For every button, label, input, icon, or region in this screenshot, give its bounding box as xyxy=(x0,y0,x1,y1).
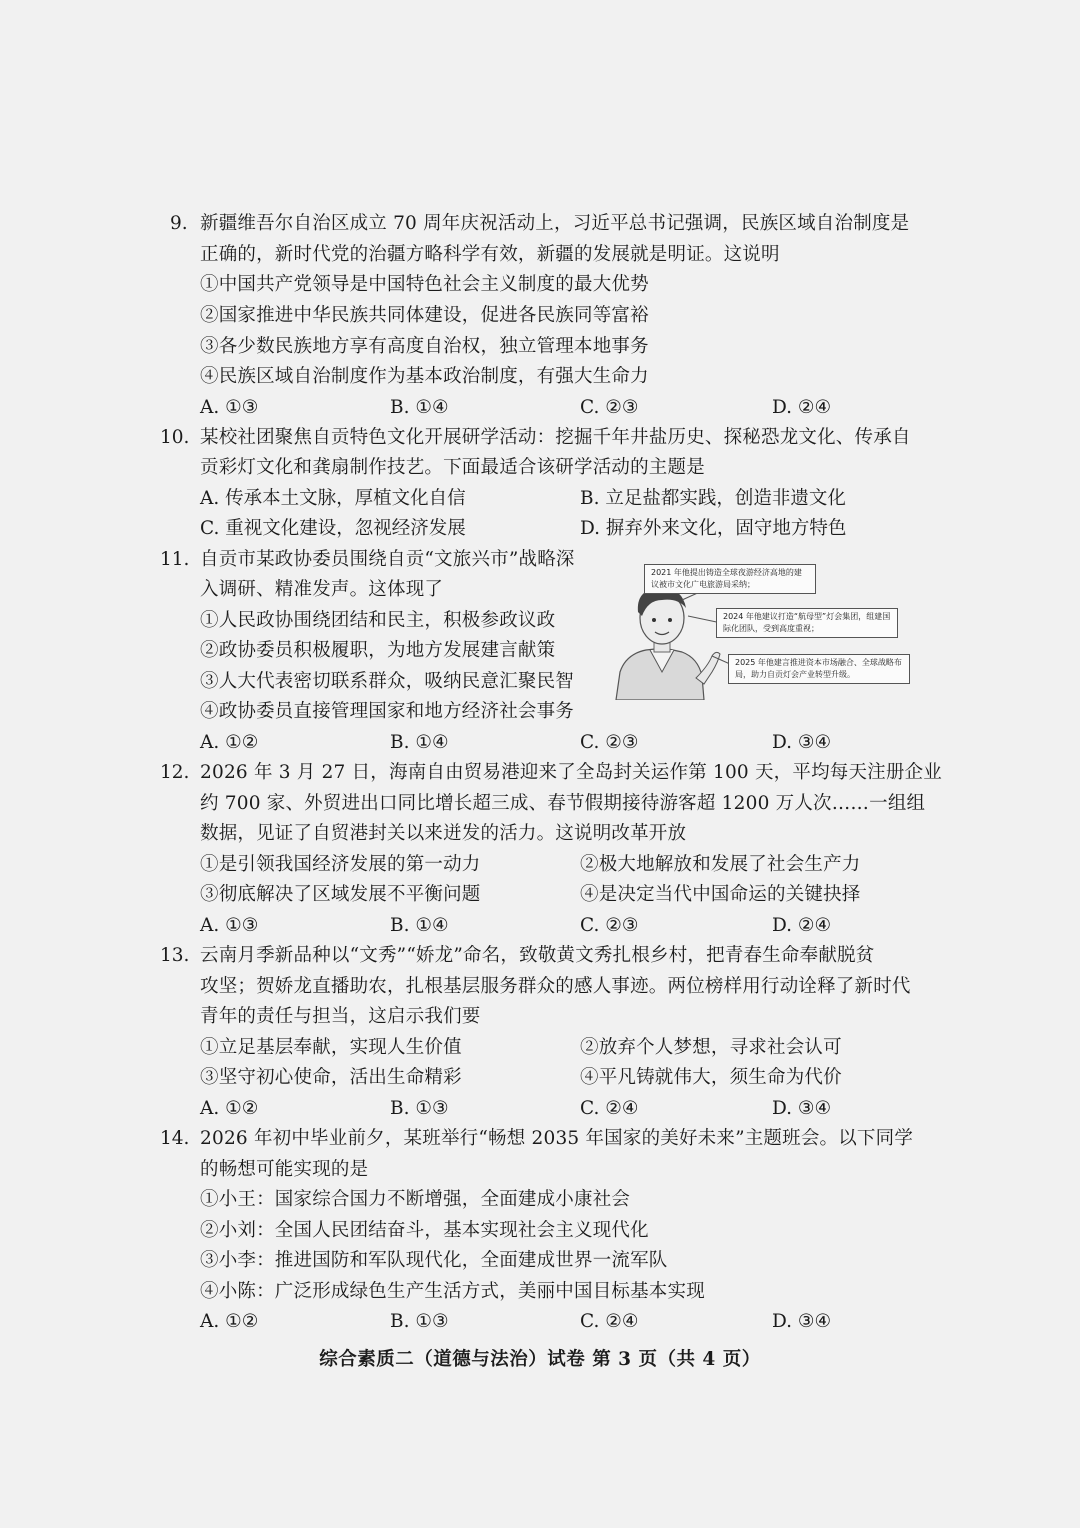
question-stem-line: 2026 年 3 月 27 日，海南自由贸易港迎来了全岛封关运作第 100 天，平均每天注册企业 xyxy=(200,762,942,783)
statement-item: ①是引领我国经济发展的第一动力 xyxy=(200,854,481,875)
question-number: 13. xyxy=(160,945,190,966)
answer-option-d: D. 摒弃外来文化，固守地方特色 xyxy=(580,518,847,539)
statement-item: ③彻底解决了区域发展不平衡问题 xyxy=(200,884,481,905)
statement-item: ④是决定当代中国命运的关键抉择 xyxy=(580,884,861,905)
question-stem-line: 某校社团聚焦自贡特色文化开展研学活动：挖掘千年井盐历史、探秘恐龙文化、传承自 xyxy=(200,427,911,448)
answer-option-c: C. ②③ xyxy=(580,732,639,753)
answer-option-a: A. ①② xyxy=(200,1311,259,1332)
question-stem-line: 2026 年初中毕业前夕，某班举行“畅想 2035 年国家的美好未来”主题班会。以下同学 xyxy=(200,1128,914,1149)
answer-option-d: D. ②④ xyxy=(772,397,832,418)
answer-option-d: D. ③④ xyxy=(772,732,832,753)
statement-item: ③小李：推进国防和军队现代化，全面建成世界一流军队 xyxy=(200,1250,668,1271)
question-stem-line: 自贡市某政协委员围绕自贡“文旅兴市”战略深 xyxy=(200,549,575,570)
question-stem-line: 正确的，新时代党的治疆方略科学有效，新疆的发展就是明证。这说明 xyxy=(200,244,780,265)
answer-option-b: B. 立足盐都实践，创造非遗文化 xyxy=(580,488,846,509)
question-stem-line: 入调研、精准发声。这体现了 xyxy=(200,579,444,600)
statement-item: ②极大地解放和发展了社会生产力 xyxy=(580,854,861,875)
statement-item: ②小刘：全国人民团结奋斗，基本实现社会主义现代化 xyxy=(200,1220,649,1241)
statement-item: ④政协委员直接管理国家和地方经济社会事务 xyxy=(200,701,575,722)
speech-bubble: 2024 年他建议打造“航母型”灯会集团，组建国际化团队，受到高度重视； xyxy=(716,608,898,638)
answer-option-a: A. ①② xyxy=(200,1098,259,1119)
answer-option-b: B. ①④ xyxy=(390,397,449,418)
statement-item: ①小王：国家综合国力不断增强，全面建成小康社会 xyxy=(200,1189,631,1210)
question-number: 12. xyxy=(160,762,190,783)
answer-option-d: D. ②④ xyxy=(772,915,832,936)
speech-bubble: 2021 年他提出铸造全球夜游经济高地的建议被市文化广电旅游局采纳； xyxy=(644,564,816,594)
statement-item: ②政协委员积极履职，为地方发展建言献策 xyxy=(200,640,556,661)
answer-option-a: A. ①② xyxy=(200,732,259,753)
page-footer: 综合素质二（道德与法治）试卷 第 3 页（共 4 页） xyxy=(319,1349,761,1370)
statement-item: ④平凡铸就伟大，须生命为代价 xyxy=(580,1067,842,1088)
question-number: 14. xyxy=(160,1128,190,1149)
answer-option-d: D. ③④ xyxy=(772,1311,832,1332)
answer-option-c: C. ②④ xyxy=(580,1311,639,1332)
question-number: 11. xyxy=(160,549,190,570)
statement-item: ④小陈：广泛形成绿色生产生活方式，美丽中国目标基本实现 xyxy=(200,1281,705,1302)
answer-option-c: C. ②③ xyxy=(580,397,639,418)
question-stem-line: 数据，见证了自贸港封关以来迸发的活力。这说明改革开放 xyxy=(200,823,687,844)
answer-option-a: A. ①③ xyxy=(200,915,259,936)
answer-option-d: D. ③④ xyxy=(772,1098,832,1119)
statement-item: ①中国共产党领导是中国特色社会主义制度的最大优势 xyxy=(200,274,649,295)
question-number: 10. xyxy=(160,427,190,448)
answer-option-a: A. ①③ xyxy=(200,397,259,418)
statement-item: ②放弃个人梦想，寻求社会认可 xyxy=(580,1037,842,1058)
answer-option-a: A. 传承本土文脉，厚植文化自信 xyxy=(200,488,466,509)
question-number: 9. xyxy=(170,213,188,234)
question-stem-line: 贡彩灯文化和龚扇制作技艺。下面最适合该研学活动的主题是 xyxy=(200,457,705,478)
statement-item: ④民族区域自治制度作为基本政治制度，有强大生命力 xyxy=(200,366,649,387)
speech-bubble: 2025 年他建言推进资本市场融合、全球战略布局，助力自贡灯会产业转型升级。 xyxy=(728,654,910,684)
question-stem-line: 云南月季新品种以“文秀”“娇龙”命名，致敬黄文秀扎根乡村，把青春生命奉献脱贫 xyxy=(200,945,875,966)
question-stem-line: 新疆维吾尔自治区成立 70 周年庆祝活动上，习近平总书记强调，民族区域自治制度是 xyxy=(200,213,910,234)
statement-item: ②国家推进中华民族共同体建设，促进各民族同等富裕 xyxy=(200,305,649,326)
statement-item: ③人大代表密切联系群众，吸纳民意汇聚民智 xyxy=(200,671,575,692)
question-stem-line: 约 700 家、外贸进出口同比增长超三成、春节假期接待游客超 1200 万人次……一组组 xyxy=(200,793,926,814)
answer-option-b: B. ①③ xyxy=(390,1098,449,1119)
committee-member-illustration xyxy=(612,560,904,700)
answer-option-b: B. ①④ xyxy=(390,915,449,936)
statement-item: ①人民政协围绕团结和民主，积极参政议政 xyxy=(200,610,556,631)
answer-option-c: C. ②④ xyxy=(580,1098,639,1119)
question-stem-line: 攻坚；贺娇龙直播助农，扎根基层服务群众的感人事迹。两位榜样用行动诠释了新时代 xyxy=(200,976,911,997)
answer-option-c: C. 重视文化建设，忽视经济发展 xyxy=(200,518,466,539)
answer-option-c: C. ②③ xyxy=(580,915,639,936)
statement-item: ①立足基层奉献，实现人生价值 xyxy=(200,1037,462,1058)
answer-option-b: B. ①④ xyxy=(390,732,449,753)
answer-option-b: B. ①③ xyxy=(390,1311,449,1332)
question-stem-line: 的畅想可能实现的是 xyxy=(200,1159,369,1180)
question-stem-line: 青年的责任与担当，这启示我们要 xyxy=(200,1006,481,1027)
statement-item: ③坚守初心使命，活出生命精彩 xyxy=(200,1067,462,1088)
statement-item: ③各少数民族地方享有高度自治权，独立管理本地事务 xyxy=(200,336,649,357)
